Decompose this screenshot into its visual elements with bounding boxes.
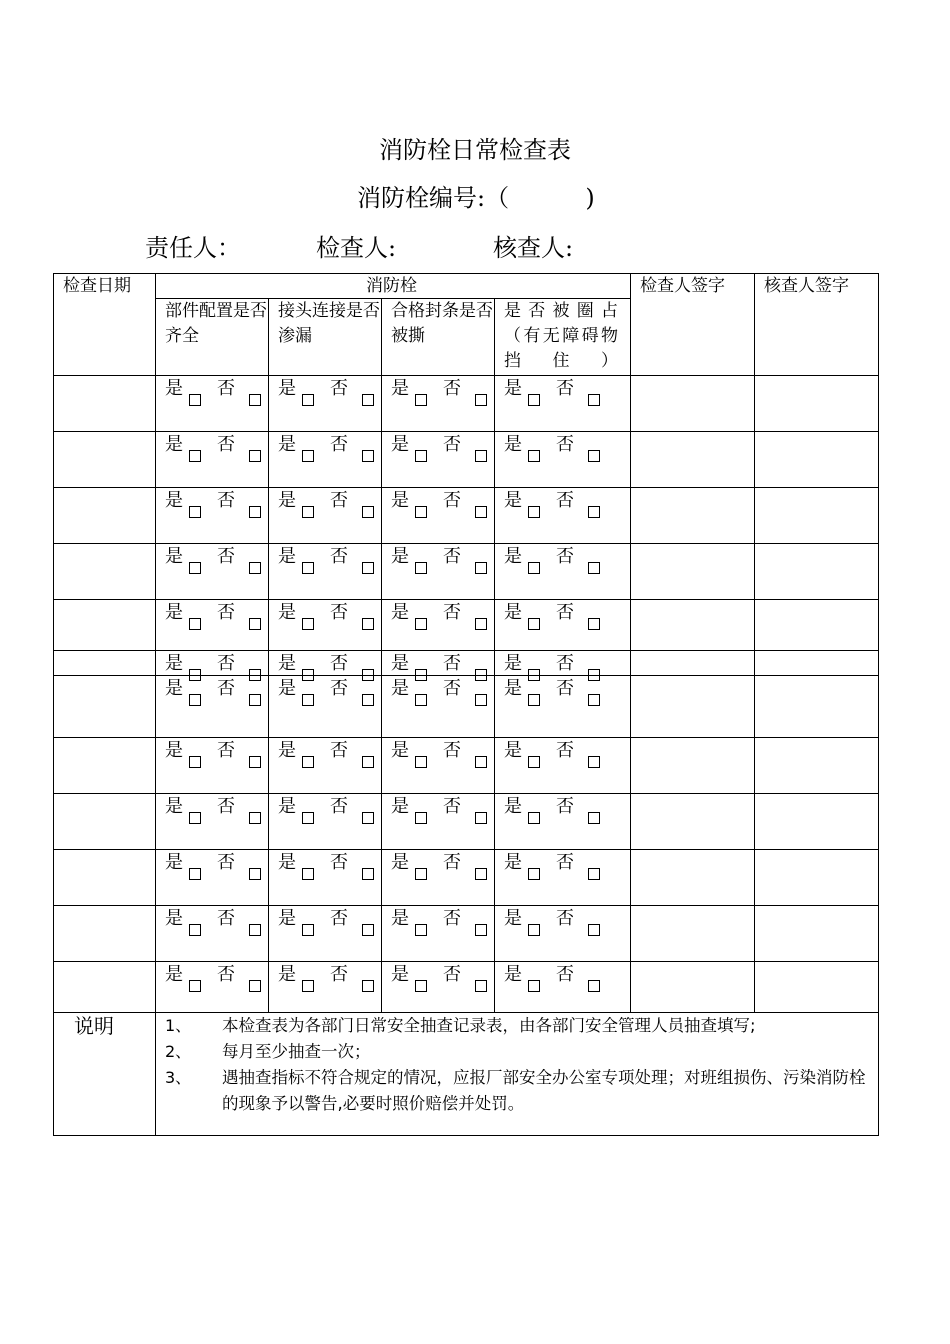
no-checkbox[interactable]: [362, 669, 374, 681]
divider-hydrant-header: [155, 298, 630, 299]
row-line-8: [53, 737, 879, 738]
yes-label: 是: [165, 653, 183, 674]
yes-checkbox[interactable]: [415, 756, 427, 768]
yes-checkbox[interactable]: [528, 756, 540, 768]
no-checkbox[interactable]: [362, 394, 374, 406]
row-line-1: [53, 375, 879, 376]
yes-checkbox[interactable]: [415, 980, 427, 992]
yes-label: 是: [504, 852, 522, 873]
no-checkbox[interactable]: [249, 980, 261, 992]
yes-label: 是: [391, 378, 409, 399]
yes-checkbox[interactable]: [302, 562, 314, 574]
no-checkbox[interactable]: [249, 394, 261, 406]
yes-label: 是: [391, 740, 409, 761]
no-label: 否: [330, 546, 348, 567]
subheader-parts-complete: 部件配置是否齐全: [165, 301, 267, 346]
no-checkbox[interactable]: [475, 812, 487, 824]
yes-label: 是: [278, 378, 296, 399]
note-number-3: 3、: [165, 1068, 192, 1087]
yes-checkbox[interactable]: [302, 980, 314, 992]
no-checkbox[interactable]: [362, 980, 374, 992]
subheader-obstructed: 是否被圈占（有无障碍物挡住）: [504, 301, 618, 371]
header-date: 检查日期: [63, 276, 131, 296]
yes-checkbox[interactable]: [302, 812, 314, 824]
yes-checkbox[interactable]: [189, 562, 201, 574]
yes-label: 是: [278, 908, 296, 929]
no-checkbox[interactable]: [588, 756, 600, 768]
no-label: 否: [217, 740, 235, 761]
no-checkbox[interactable]: [475, 756, 487, 768]
no-label: 否: [443, 378, 461, 399]
subheader-seal-torn: 合格封条是否被撕: [391, 301, 493, 346]
no-label: 否: [217, 546, 235, 567]
no-label: 否: [330, 678, 348, 699]
yes-checkbox[interactable]: [189, 868, 201, 880]
no-label: 否: [330, 964, 348, 985]
yes-label: 是: [278, 740, 296, 761]
no-label: 否: [556, 546, 574, 567]
yes-label: 是: [504, 378, 522, 399]
no-label: 否: [443, 546, 461, 567]
no-label: 否: [330, 653, 348, 674]
yes-label: 是: [391, 852, 409, 873]
no-label: 否: [330, 490, 348, 511]
no-label: 否: [217, 434, 235, 455]
no-checkbox[interactable]: [475, 506, 487, 518]
no-label: 否: [443, 490, 461, 511]
no-label: 否: [330, 434, 348, 455]
no-label: 否: [217, 490, 235, 511]
no-label: 否: [556, 964, 574, 985]
yes-checkbox[interactable]: [415, 450, 427, 462]
yes-checkbox[interactable]: [528, 694, 540, 706]
no-checkbox[interactable]: [249, 694, 261, 706]
no-checkbox[interactable]: [588, 694, 600, 706]
no-checkbox[interactable]: [588, 868, 600, 880]
yes-label: 是: [391, 602, 409, 623]
yes-label: 是: [504, 434, 522, 455]
yes-label: 是: [278, 602, 296, 623]
note-number-2: 2、: [165, 1042, 192, 1061]
no-label: 否: [443, 602, 461, 623]
yes-checkbox[interactable]: [302, 694, 314, 706]
no-checkbox[interactable]: [475, 562, 487, 574]
yes-checkbox[interactable]: [302, 506, 314, 518]
no-label: 否: [330, 602, 348, 623]
no-checkbox[interactable]: [249, 450, 261, 462]
yes-checkbox[interactable]: [189, 618, 201, 630]
table-border-bottom: [53, 1135, 879, 1136]
page-title: 消防栓日常检查表: [379, 136, 571, 164]
divider-inspector-col: [630, 273, 631, 1012]
no-checkbox[interactable]: [588, 506, 600, 518]
no-checkbox[interactable]: [249, 924, 261, 936]
no-checkbox[interactable]: [588, 562, 600, 574]
yes-checkbox[interactable]: [189, 694, 201, 706]
header-hydrant: 消防栓: [366, 276, 417, 296]
yes-label: 是: [165, 490, 183, 511]
yes-label: 是: [165, 378, 183, 399]
yes-checkbox[interactable]: [189, 980, 201, 992]
yes-checkbox[interactable]: [528, 812, 540, 824]
yes-label: 是: [278, 490, 296, 511]
no-checkbox[interactable]: [362, 812, 374, 824]
yes-checkbox[interactable]: [302, 924, 314, 936]
yes-label: 是: [391, 546, 409, 567]
yes-label: 是: [165, 796, 183, 817]
yes-checkbox[interactable]: [415, 812, 427, 824]
no-label: 否: [443, 678, 461, 699]
no-label: 否: [217, 678, 235, 699]
yes-label: 是: [504, 490, 522, 511]
no-checkbox[interactable]: [588, 812, 600, 824]
no-label: 否: [556, 490, 574, 511]
yes-checkbox[interactable]: [528, 618, 540, 630]
yes-label: 是: [278, 796, 296, 817]
row-line-10: [53, 849, 879, 850]
no-label: 否: [217, 964, 235, 985]
no-label: 否: [556, 852, 574, 873]
inspector-label: 检查人:: [316, 234, 397, 262]
hydrant-number-label: 消防栓编号:（ ): [357, 184, 595, 212]
no-label: 否: [443, 964, 461, 985]
yes-checkbox[interactable]: [189, 669, 201, 681]
yes-checkbox[interactable]: [302, 868, 314, 880]
yes-checkbox[interactable]: [415, 924, 427, 936]
row-line-3: [53, 487, 879, 488]
note-text-3: 遇抽查指标不符合规定的情况，应报厂部安全办公室专项处理；对班组损伤、污染消防栓的现象予以警告,必要时照价赔偿并处罚。: [222, 1068, 866, 1113]
note-text-1: 本检查表为各部门日常安全抽查记录表，由各部门安全管理人员抽查填写;: [222, 1016, 756, 1035]
table-border-left: [53, 273, 54, 1136]
yes-label: 是: [391, 908, 409, 929]
yes-checkbox[interactable]: [189, 812, 201, 824]
yes-label: 是: [391, 678, 409, 699]
no-checkbox[interactable]: [249, 618, 261, 630]
yes-checkbox[interactable]: [302, 756, 314, 768]
yes-label: 是: [504, 653, 522, 674]
yes-label: 是: [391, 434, 409, 455]
yes-checkbox[interactable]: [302, 450, 314, 462]
no-checkbox[interactable]: [588, 450, 600, 462]
no-checkbox[interactable]: [588, 924, 600, 936]
row-line-7: [53, 675, 879, 676]
yes-checkbox[interactable]: [528, 450, 540, 462]
reviewer-label: 核查人:: [493, 234, 574, 262]
yes-label: 是: [165, 434, 183, 455]
yes-checkbox[interactable]: [528, 506, 540, 518]
no-checkbox[interactable]: [475, 618, 487, 630]
table-border-right: [878, 273, 879, 1136]
yes-label: 是: [278, 653, 296, 674]
yes-checkbox[interactable]: [302, 669, 314, 681]
yes-checkbox[interactable]: [528, 562, 540, 574]
yes-checkbox[interactable]: [302, 394, 314, 406]
no-checkbox[interactable]: [362, 868, 374, 880]
no-checkbox[interactable]: [475, 924, 487, 936]
no-label: 否: [443, 908, 461, 929]
no-label: 否: [330, 908, 348, 929]
no-checkbox[interactable]: [362, 924, 374, 936]
no-label: 否: [443, 653, 461, 674]
divider-date-col: [155, 273, 156, 1136]
yes-checkbox[interactable]: [528, 669, 540, 681]
yes-label: 是: [278, 546, 296, 567]
row-line-5: [53, 599, 879, 600]
no-checkbox[interactable]: [362, 756, 374, 768]
no-checkbox[interactable]: [475, 450, 487, 462]
no-checkbox[interactable]: [475, 694, 487, 706]
no-label: 否: [217, 653, 235, 674]
yes-label: 是: [278, 964, 296, 985]
no-checkbox[interactable]: [475, 669, 487, 681]
no-checkbox[interactable]: [249, 506, 261, 518]
no-label: 否: [556, 653, 574, 674]
row-line-9: [53, 793, 879, 794]
no-label: 否: [443, 852, 461, 873]
no-label: 否: [443, 796, 461, 817]
no-label: 否: [556, 678, 574, 699]
yes-checkbox[interactable]: [415, 562, 427, 574]
yes-checkbox[interactable]: [189, 394, 201, 406]
subheader-joint-leak: 接头连接是否渗漏: [278, 301, 380, 346]
yes-checkbox[interactable]: [189, 756, 201, 768]
no-label: 否: [556, 378, 574, 399]
table-border-top: [53, 273, 879, 274]
yes-checkbox[interactable]: [189, 924, 201, 936]
yes-checkbox[interactable]: [189, 450, 201, 462]
yes-label: 是: [504, 796, 522, 817]
no-checkbox[interactable]: [475, 980, 487, 992]
note-text-2: 每月至少抽查一次；: [222, 1042, 371, 1061]
note-number-1: 1、: [165, 1016, 192, 1035]
no-checkbox[interactable]: [362, 562, 374, 574]
yes-label: 是: [504, 908, 522, 929]
responsible-person-label: 责任人：: [145, 234, 241, 262]
yes-label: 是: [165, 964, 183, 985]
yes-label: 是: [165, 852, 183, 873]
yes-label: 是: [278, 852, 296, 873]
yes-label: 是: [391, 653, 409, 674]
no-checkbox[interactable]: [588, 394, 600, 406]
no-checkbox[interactable]: [588, 980, 600, 992]
yes-label: 是: [391, 964, 409, 985]
row-line-2: [53, 431, 879, 432]
no-label: 否: [556, 796, 574, 817]
no-checkbox[interactable]: [249, 868, 261, 880]
yes-label: 是: [391, 796, 409, 817]
yes-checkbox[interactable]: [415, 506, 427, 518]
no-checkbox[interactable]: [362, 618, 374, 630]
yes-label: 是: [165, 602, 183, 623]
no-label: 否: [556, 602, 574, 623]
yes-checkbox[interactable]: [528, 394, 540, 406]
no-label: 否: [217, 602, 235, 623]
yes-checkbox[interactable]: [415, 694, 427, 706]
row-line-6: [53, 650, 879, 651]
yes-checkbox[interactable]: [415, 868, 427, 880]
no-label: 否: [556, 908, 574, 929]
header-inspector-sign: 检查人签字: [640, 276, 725, 296]
yes-label: 是: [504, 740, 522, 761]
yes-checkbox[interactable]: [415, 394, 427, 406]
yes-label: 是: [165, 908, 183, 929]
no-checkbox[interactable]: [249, 669, 261, 681]
yes-label: 是: [278, 434, 296, 455]
no-checkbox[interactable]: [475, 868, 487, 880]
no-checkbox[interactable]: [249, 756, 261, 768]
no-checkbox[interactable]: [588, 618, 600, 630]
no-checkbox[interactable]: [362, 506, 374, 518]
no-label: 否: [556, 740, 574, 761]
no-label: 否: [330, 852, 348, 873]
yes-checkbox[interactable]: [528, 868, 540, 880]
no-label: 否: [330, 796, 348, 817]
no-label: 否: [330, 740, 348, 761]
no-checkbox[interactable]: [362, 694, 374, 706]
no-label: 否: [217, 796, 235, 817]
yes-checkbox[interactable]: [302, 618, 314, 630]
notes-label: 说明: [74, 1014, 114, 1038]
no-checkbox[interactable]: [475, 394, 487, 406]
no-label: 否: [217, 852, 235, 873]
no-checkbox[interactable]: [588, 669, 600, 681]
no-checkbox[interactable]: [249, 812, 261, 824]
yes-label: 是: [278, 678, 296, 699]
no-label: 否: [217, 378, 235, 399]
no-checkbox[interactable]: [362, 450, 374, 462]
no-label: 否: [443, 434, 461, 455]
yes-checkbox[interactable]: [528, 924, 540, 936]
yes-label: 是: [504, 678, 522, 699]
yes-label: 是: [165, 546, 183, 567]
row-line-4: [53, 543, 879, 544]
no-label: 否: [217, 908, 235, 929]
no-label: 否: [556, 434, 574, 455]
no-label: 否: [330, 378, 348, 399]
yes-label: 是: [165, 678, 183, 699]
yes-checkbox[interactable]: [528, 980, 540, 992]
yes-checkbox[interactable]: [189, 506, 201, 518]
yes-checkbox[interactable]: [415, 618, 427, 630]
row-line-13: [53, 1012, 879, 1013]
header-reviewer-sign: 核查人签字: [764, 276, 849, 296]
row-line-12: [53, 961, 879, 962]
no-label: 否: [443, 740, 461, 761]
yes-label: 是: [504, 964, 522, 985]
yes-label: 是: [504, 602, 522, 623]
yes-label: 是: [165, 740, 183, 761]
yes-label: 是: [391, 490, 409, 511]
yes-checkbox[interactable]: [415, 669, 427, 681]
row-line-11: [53, 905, 879, 906]
yes-label: 是: [504, 546, 522, 567]
no-checkbox[interactable]: [249, 562, 261, 574]
divider-reviewer-col: [754, 273, 755, 1012]
